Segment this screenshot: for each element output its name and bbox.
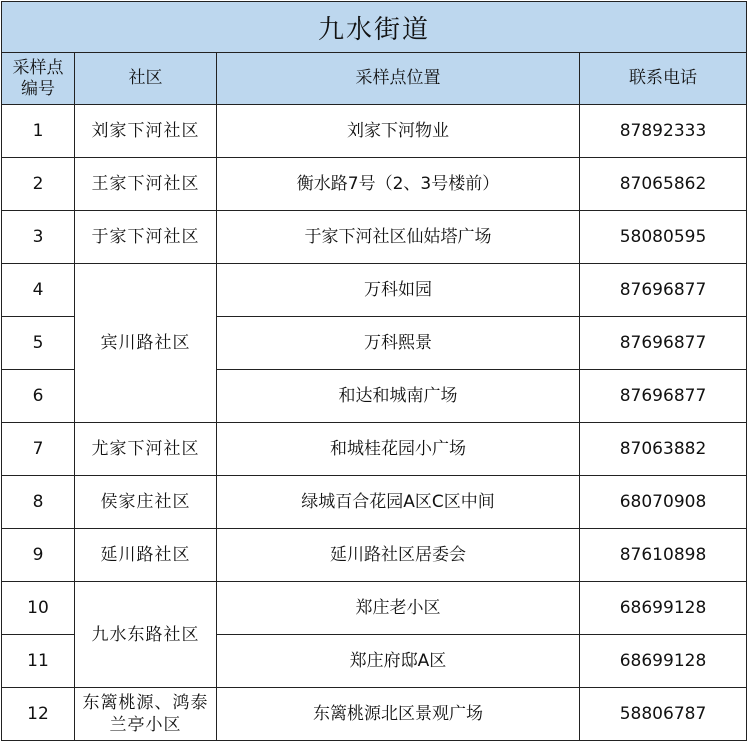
row-number: 12	[2, 688, 75, 741]
location-cell: 刘家下河物业	[217, 105, 580, 158]
phone-cell: 87696877	[580, 264, 747, 317]
table-row	[2, 211, 747, 264]
phone-cell: 68699128	[580, 635, 747, 688]
phone-cell: 68070908	[580, 476, 747, 529]
community-cell: 刘家下河社区	[75, 105, 217, 158]
community-cell: 于家下河社区	[75, 211, 217, 264]
table-row	[2, 105, 747, 158]
table-row	[2, 423, 747, 476]
title-row	[2, 2, 747, 53]
community-cell: 侯家庄社区	[75, 476, 217, 529]
community-cell: 王家下河社区	[75, 158, 217, 211]
header-community: 社区	[75, 53, 217, 105]
location-cell: 郑庄老小区	[217, 582, 580, 635]
location-cell: 万科熙景	[217, 317, 580, 370]
row-number: 9	[2, 529, 75, 582]
location-cell: 延川路社区居委会	[217, 529, 580, 582]
row-number: 11	[2, 635, 75, 688]
location-cell: 绿城百合花园A区C区中间	[217, 476, 580, 529]
phone-cell: 87610898	[580, 529, 747, 582]
phone-cell: 87892333	[580, 105, 747, 158]
table-title: 九水街道	[2, 2, 747, 53]
row-number: 8	[2, 476, 75, 529]
header-index-line1: 采样点	[12, 57, 64, 78]
header-row	[2, 53, 747, 105]
community-cell: 东篱桃源、鸿泰兰亭小区	[75, 688, 217, 741]
location-cell: 和达和城南广场	[217, 370, 580, 423]
phone-cell: 87696877	[580, 317, 747, 370]
location-cell: 东篱桃源北区景观广场	[217, 688, 580, 741]
community-cell: 延川路社区	[75, 529, 217, 582]
header-index	[2, 53, 75, 105]
header-index-line2: 编号	[21, 78, 55, 99]
header-phone: 联系电话	[580, 53, 747, 105]
community-cell: 宾川路社区	[75, 264, 217, 423]
table-row	[2, 582, 747, 635]
row-number: 1	[2, 105, 75, 158]
table-row	[2, 688, 747, 741]
location-cell: 和城桂花园小广场	[217, 423, 580, 476]
phone-cell: 58080595	[580, 211, 747, 264]
sampling-points-table	[1, 1, 747, 741]
community-cell: 尤家下河社区	[75, 423, 217, 476]
row-number: 2	[2, 158, 75, 211]
table-row	[2, 264, 747, 317]
location-cell: 郑庄府邸A区	[217, 635, 580, 688]
row-number: 6	[2, 370, 75, 423]
location-cell: 于家下河社区仙姑塔广场	[217, 211, 580, 264]
row-number: 7	[2, 423, 75, 476]
phone-cell: 87063882	[580, 423, 747, 476]
location-cell: 万科如园	[217, 264, 580, 317]
phone-cell: 87065862	[580, 158, 747, 211]
row-number: 4	[2, 264, 75, 317]
table-row	[2, 529, 747, 582]
table-row	[2, 476, 747, 529]
table-row	[2, 158, 747, 211]
row-number: 10	[2, 582, 75, 635]
phone-cell: 68699128	[580, 582, 747, 635]
row-number: 5	[2, 317, 75, 370]
phone-cell: 58806787	[580, 688, 747, 741]
header-location: 采样点位置	[217, 53, 580, 105]
row-number: 3	[2, 211, 75, 264]
location-cell: 衡水路7号（2、3号楼前）	[217, 158, 580, 211]
phone-cell: 87696877	[580, 370, 747, 423]
community-cell: 九水东路社区	[75, 582, 217, 688]
